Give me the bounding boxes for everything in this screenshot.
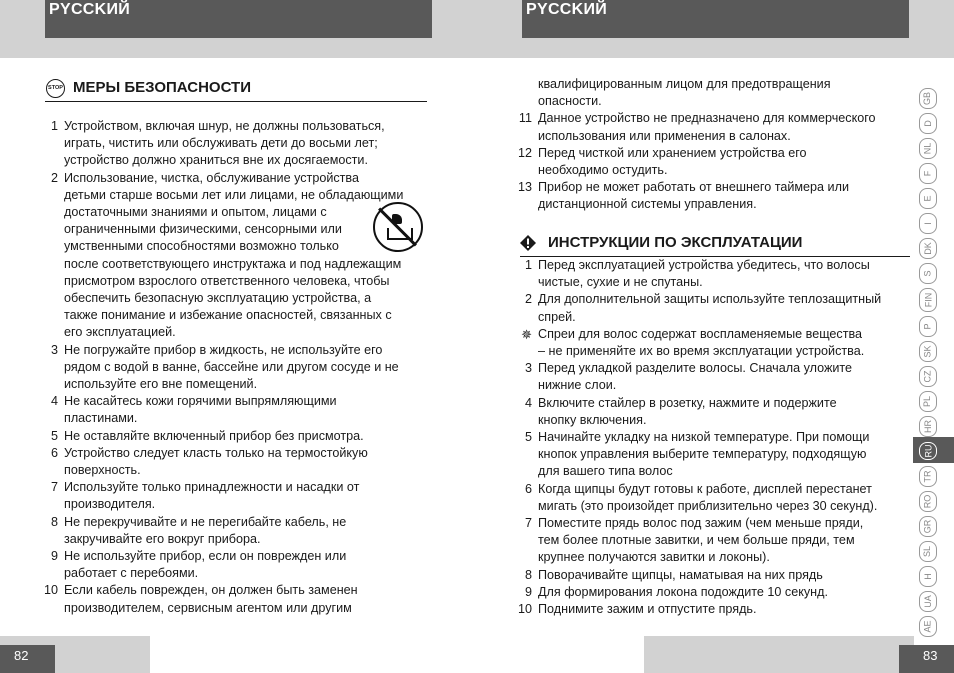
item-text-line: Используйте только принадлежности и насадки от — [64, 480, 360, 495]
item-number: 9 — [50, 549, 58, 564]
item-text-line: Прибор не может работать от внешнего таймера или — [538, 180, 849, 195]
item-text-line: после соответствующего инструктажа и под надлежащим — [64, 256, 402, 271]
item-number: 1 — [524, 258, 532, 272]
list-item — [514, 601, 914, 618]
item-text-line: ограниченными физическими, сенсорными или — [64, 222, 342, 237]
item-number: 10 — [43, 583, 58, 598]
item-number: 4 — [50, 394, 58, 409]
item-text-line: Перед эксплуатацией устройства убедитесь, что волосы — [538, 258, 870, 272]
item-text-line: мигать (это произойдет приблизительно через 30 секунд). — [538, 498, 878, 513]
item-text-line: Для дополнительной защиты используйте теплозащитный — [538, 292, 882, 307]
language-tab-ua[interactable]: UA — [919, 591, 937, 612]
language-tab-dk[interactable]: DK — [919, 238, 937, 259]
item-number: 9 — [524, 584, 532, 599]
list-item — [514, 395, 914, 429]
item-text-line: детьми старше восьми лет или лицами, не обладающими — [64, 187, 404, 202]
list-item — [40, 170, 430, 256]
item-text-line: использования или применения в салонах. — [538, 128, 791, 143]
item-text-line: Не оставляйте включенный прибор без присмотра. — [64, 428, 364, 443]
item-number: 6 — [524, 481, 532, 496]
language-tab-tr[interactable]: TR — [919, 466, 937, 487]
item-text-line: Данное устройство не предназначено для коммерческого — [538, 111, 876, 126]
item-text-line: Не используйте прибор, если он поврежден или — [64, 549, 347, 564]
item-text-line: Для формирования локона подождите 10 секунд. — [538, 584, 828, 599]
item-number: 5 — [524, 430, 532, 445]
item-text-line: умственными способностями возможно только — [64, 239, 339, 254]
item-number: 5 — [50, 428, 58, 443]
safety-list — [40, 118, 430, 617]
item-text-line: также понимание и избежание опасностей, связанных с — [64, 308, 392, 323]
item-text-line: достаточными знаниями и опытом, лицами с — [64, 205, 327, 220]
item-text-line: Поместите прядь волос под зажим (чем меньше пряди, — [538, 516, 864, 531]
item-number: 1 — [50, 119, 58, 133]
language-tab-sk[interactable]: SK — [919, 341, 937, 362]
language-tab-p[interactable]: P — [919, 316, 937, 337]
list-item — [514, 110, 914, 144]
item-text-line: закручивайте его вокруг прибора. — [64, 531, 261, 546]
language-tab-ro[interactable]: RO — [919, 491, 937, 512]
language-tab-nl[interactable]: NL — [919, 138, 937, 159]
language-tab-h[interactable]: H — [919, 566, 937, 587]
item-text-line: устройство должно храниться вне их досягаемости. — [64, 153, 368, 168]
item-text-line: играть, чистить или обслуживать дети до восьми лет; — [64, 136, 378, 151]
list-item — [40, 445, 430, 479]
item-text-line: Начинайте укладку на низкой температуре. При помощи — [538, 430, 870, 445]
item-text-line: крупнее получаются завитки и локоны). — [538, 550, 770, 565]
language-tab-gr[interactable]: GR — [919, 516, 937, 537]
item-text-line: производителя. — [64, 497, 156, 512]
item-text-line: Поднимите зажим и отпустите прядь. — [538, 602, 757, 617]
language-tab-fin[interactable]: FIN — [919, 288, 937, 312]
item-text-line: – не применяйте их во время эксплуатации устройства. — [538, 344, 865, 359]
item-text-line: квалифицированным лицом для предотвращения — [538, 77, 831, 91]
list-item — [40, 548, 430, 582]
left-header-label: PYCCKИЙ — [49, 1, 131, 18]
item-number: 6 — [50, 445, 58, 460]
list-item — [514, 360, 914, 394]
language-tab-gb[interactable]: GB — [919, 88, 937, 109]
list-item — [40, 479, 430, 513]
item-text-line: Устройство следует класть только на термостойкую — [64, 445, 368, 460]
flame-warning-icon: ✵ — [521, 326, 532, 342]
item-text-line: необходимо остудить. — [538, 163, 668, 178]
list-item — [514, 567, 914, 584]
list-item — [514, 76, 914, 110]
item-text-line: кнопок управления выберите температуру, подходящую — [538, 447, 867, 462]
list-item — [514, 429, 914, 481]
language-tab-pl[interactable]: PL — [919, 391, 937, 412]
language-tab-s[interactable]: S — [919, 263, 937, 284]
list-item — [514, 145, 914, 179]
item-number: 8 — [50, 514, 58, 529]
operating-instructions-list — [514, 257, 914, 618]
list-item — [40, 582, 430, 616]
item-text-line: поверхность. — [64, 463, 141, 478]
item-number: 3 — [524, 361, 532, 376]
item-number: 7 — [524, 516, 532, 531]
item-text-line: производителем, сервисным агентом или другим — [64, 600, 352, 615]
language-tab-d[interactable]: D — [919, 113, 937, 134]
language-tab-ae[interactable]: AE — [919, 616, 937, 637]
bottom-band-right — [644, 636, 914, 673]
list-item — [514, 179, 914, 213]
language-tab-i[interactable]: I — [919, 213, 937, 234]
list-item — [514, 481, 914, 515]
no-bath-use-icon — [373, 202, 423, 252]
item-number: 4 — [524, 395, 532, 410]
item-text-line: Когда щипцы будут готовы к работе, дисплей перестанет — [538, 481, 872, 496]
language-tab-e[interactable]: E — [919, 188, 937, 209]
item-number: 13 — [517, 180, 532, 195]
page-number-left: 82 — [0, 645, 55, 673]
list-item — [40, 256, 430, 342]
item-text-line: его эксплуатацией. — [64, 325, 176, 340]
item-text-line: спрей. — [538, 309, 576, 324]
item-number: 12 — [517, 145, 532, 160]
language-tab-f[interactable]: F — [919, 163, 937, 184]
list-item — [40, 428, 430, 445]
language-tab-ru[interactable]: RU — [913, 437, 954, 463]
item-number: 8 — [524, 567, 532, 582]
language-tab-cz[interactable]: CZ — [919, 366, 937, 387]
item-text-line: используйте его вне помещений. — [64, 377, 258, 392]
stop-icon: STOP — [46, 79, 65, 98]
operating-section-title — [520, 234, 910, 257]
item-text-line: Поворачивайте щипцы, наматывая на них прядь — [538, 567, 823, 582]
item-number: 7 — [50, 480, 58, 495]
item-text-line: Включите стайлер в розетку, нажмите и подержите — [538, 395, 837, 410]
item-text-line: Устройством, включая шнур, не должны пользоваться, — [64, 119, 385, 133]
list-item — [40, 393, 430, 427]
item-text-line: дистанционной системы управления. — [538, 197, 757, 212]
item-text-line: Не касайтесь кожи горячими выпрямляющими — [64, 394, 337, 409]
item-text-line: рядом с водой в ванне, бассейне или другом сосуде и не — [64, 359, 399, 374]
item-text-line: опасности. — [538, 94, 602, 109]
item-text-line: Не погружайте прибор в жидкость, не используйте его — [64, 342, 383, 357]
item-text-line: Спреи для волос содержат воспламеняемые вещества — [538, 326, 863, 341]
item-number: 10 — [517, 602, 532, 617]
list-item — [514, 584, 914, 601]
left-header — [45, 0, 432, 38]
item-text-line: работает с перебоями. — [64, 566, 199, 581]
item-text-line: Если кабель поврежден, он должен быть заменен — [64, 583, 358, 598]
language-tab-sl[interactable]: SL — [919, 541, 937, 562]
item-text-line: нижние слои. — [538, 378, 617, 393]
item-text-line: Не перекручивайте и не перегибайте кабель, не — [64, 514, 347, 529]
item-number: 2 — [50, 170, 58, 185]
list-item — [514, 257, 914, 291]
language-tab-hr[interactable]: HR — [919, 416, 937, 437]
item-text-line: присмотром взрослого ответственного человека, чтобы — [64, 273, 390, 288]
list-item — [514, 326, 914, 360]
list-item — [40, 514, 430, 548]
item-text-line: пластинами. — [64, 411, 138, 426]
safety-section-title — [45, 79, 427, 102]
right-header-label: PYCCKИЙ — [526, 1, 608, 18]
page-number-right: 83 — [899, 645, 954, 673]
item-text-line: чистые, сухие и не спутаны. — [538, 275, 703, 290]
list-item — [514, 291, 914, 325]
item-text-line: для вашего типа волос — [538, 464, 673, 479]
list-item — [40, 342, 430, 394]
item-text-line: Перед чисткой или хранением устройства его — [538, 145, 807, 160]
list-item — [514, 515, 914, 567]
item-number: 11 — [518, 111, 532, 126]
operating-title-text: ИНСТРУКЦИИ ПО ЭКСПЛУАТАЦИИ — [548, 234, 803, 251]
item-number: 2 — [524, 292, 532, 307]
item-text-line: Использование, чистка, обслуживание устройства — [64, 170, 359, 185]
item-text-line: обеспечить безопасную эксплуатацию устройства, а — [64, 291, 372, 306]
right-header — [522, 0, 909, 38]
warning-icon — [520, 235, 536, 251]
item-text-line: кнопку включения. — [538, 412, 647, 427]
list-item — [40, 118, 430, 170]
safety-title-text: МЕРЫ БЕЗОПАСНОСТИ — [73, 79, 251, 96]
item-text-line: Перед укладкой разделите волосы. Сначала уложите — [538, 361, 853, 376]
safety-list-continued — [514, 76, 914, 214]
item-text-line: тем более плотные завитки, и чем больше пряди, тем — [538, 533, 855, 548]
item-number: 3 — [50, 342, 58, 357]
